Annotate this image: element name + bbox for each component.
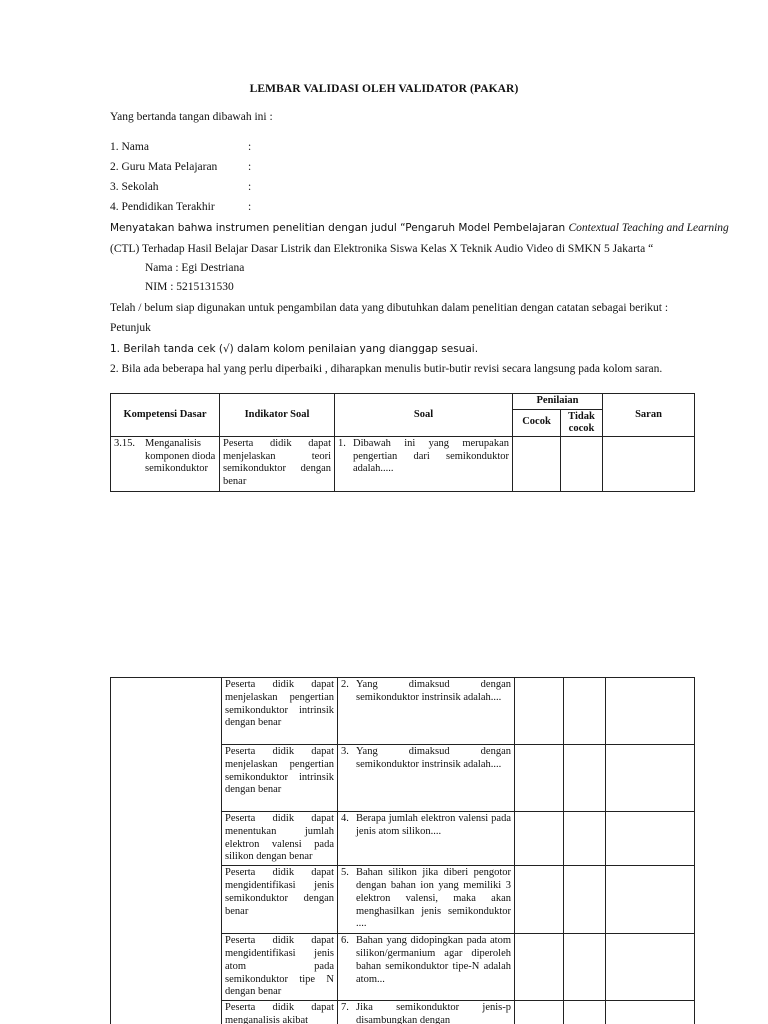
soal-text: Yang dimaksud dengan semikonduktor instrinsik adalah.... [356,746,511,770]
indikator-cell: Peserta didik dapat mengidentifikasi jenis atom pada semikonduktor tipe N dengan benar [222,934,338,1001]
soal-number: 3. [341,746,349,757]
field-colon: : [248,181,252,193]
field-colon: : [248,201,252,213]
kd-cell-empty [111,678,222,1024]
cocok-cell[interactable] [515,812,564,866]
indikator-cell: Peserta didik dapat menganalisis akibat [222,1001,338,1024]
soal-text: Bahan silikon jika diberi pengotor dengan bahan ion yang memiliki 3 elektron valensi, maka akan menghasilkan jenis semikonduktor .... [356,867,511,930]
header-indikator-soal: Indikator Soal [220,394,335,437]
tidak-cocok-cell[interactable] [564,866,606,934]
kd-number: 3.15. [114,437,135,449]
ready-text: Telah / belum siap digunakan untuk pengambilan data yang dibutuhkan dalam penelitian dengan catatan sebagai berikut : [110,302,669,314]
petunjuk-title: Petunjuk [110,322,151,334]
tidak-cocok-cell[interactable] [564,678,606,745]
field-colon: : [248,141,252,153]
header-saran: Saran [603,394,695,437]
field-nama [110,141,310,153]
soal-cell [338,866,515,934]
soal-number: 5. [341,867,349,879]
saran-cell[interactable] [606,866,695,934]
statement-italic: Contextual Teaching and Learning [568,222,729,234]
soal-cell [335,436,513,491]
field-label: 3. Sekolah [110,181,159,193]
saran-cell[interactable] [606,1001,695,1024]
tidak-cocok-cell[interactable] [564,745,606,812]
header-kompetensi-dasar: Kompetensi Dasar [111,394,220,437]
field-sekolah [110,181,159,193]
header-penilaian: Penilaian [513,394,603,410]
soal-text: Bahan yang didopingkan pada atom silikon/germanium agar diperoleh bahan semikonduktor tipe-N adalah atom... [356,935,511,985]
cocok-cell[interactable] [515,1001,564,1024]
soal-cell [338,812,515,866]
indikator-cell: Peserta didik dapat menjelaskan pengertian semikonduktor intrinsik dengan benar [222,678,338,745]
field-label: 2. Guru Mata Pelajaran [110,161,218,173]
tidak-cocok-cell[interactable] [564,812,606,866]
researcher-nim: NIM : 5215131530 [145,281,234,293]
field-guru [110,161,217,173]
soal-cell [338,745,515,812]
header-cocok: Cocok [513,409,561,436]
field-pendidikan [110,201,215,213]
soal-text: Jika semikonduktor jenis-p disambungkan dengan [356,1002,511,1024]
soal-text: Dibawah ini yang merupakan pengertian dari semikonduktor adalah..... [353,437,509,475]
tidak-cocok-cell[interactable] [561,436,603,491]
saran-cell[interactable] [606,934,695,1001]
validation-table-2 [110,677,695,1024]
researcher-name: Nama : Egi Destriana [145,262,245,274]
soal-number: 4. [341,813,349,824]
soal-cell [338,1001,515,1024]
statement-line-2: (CTL) Terhadap Hasil Belajar Dasar Listrik dan Elektronika Siswa Kelas X Teknik Audio Video di SMKN 5 Jakarta “ [110,243,654,255]
table-row [111,678,695,745]
tidak-cocok-cell[interactable] [564,934,606,1001]
saran-cell[interactable] [603,436,695,491]
field-colon: : [248,161,252,173]
instruction-2: 2. Bila ada beberapa hal yang perlu diperbaiki , diharapkan menulis butir-butir revisi secara langsung pada kolom saran. [110,363,663,375]
soal-number: 2. [341,679,349,690]
soal-text: Yang dimaksud dengan semikonduktor instrinsik adalah.... [356,679,511,703]
indikator-cell: Peserta didik dapat menentukan jumlah elektron valensi pada silikon dengan benar [222,812,338,866]
indikator-cell: Peserta didik dapat menjelaskan teori semikonduktor dengan benar [220,436,335,491]
validation-table-1 [110,393,695,492]
indikator-cell: Peserta didik dapat mengidentifikasi jenis semikonduktor dengan benar [222,866,338,934]
soal-number: 7. [341,1002,349,1014]
kd-cell [111,436,220,491]
field-label: 4. Pendidikan Terakhir [110,201,215,213]
cocok-cell[interactable] [515,866,564,934]
statement-line-1 [110,222,729,234]
saran-cell[interactable] [606,678,695,745]
intro-text: Yang bertanda tangan dibawah ini : [110,111,273,123]
tidak-cocok-cell[interactable] [564,1001,606,1024]
cocok-cell[interactable] [515,745,564,812]
header-tidak-cocok: Tidak cocok [561,409,603,436]
instruction-1: 1. Berilah tanda cek (√) dalam kolom penilaian yang dianggap sesuai. [110,343,479,355]
saran-cell[interactable] [606,745,695,812]
field-label: 1. Nama [110,141,149,153]
kd-text: Menganalisis komponen dioda semikonduktor [145,437,216,475]
header-soal: Soal [335,394,513,437]
indikator-cell: Peserta didik dapat menjelaskan pengertian semikonduktor intrinsik dengan benar [222,745,338,812]
table-row [111,436,695,491]
cocok-cell[interactable] [515,678,564,745]
cocok-cell[interactable] [513,436,561,491]
saran-cell[interactable] [606,812,695,866]
page-title: LEMBAR VALIDASI OLEH VALIDATOR (PAKAR) [249,83,519,95]
soal-number: 1. [338,437,346,449]
soal-cell [338,678,515,745]
soal-text: Berapa jumlah elektron valensi pada jenis atom silikon.... [356,813,511,837]
statement-text: Menyatakan bahwa instrumen penelitian dengan judul “Pengaruh Model Pembelajaran [110,222,569,234]
soal-number: 6. [341,935,349,947]
soal-cell [338,934,515,1001]
cocok-cell[interactable] [515,934,564,1001]
